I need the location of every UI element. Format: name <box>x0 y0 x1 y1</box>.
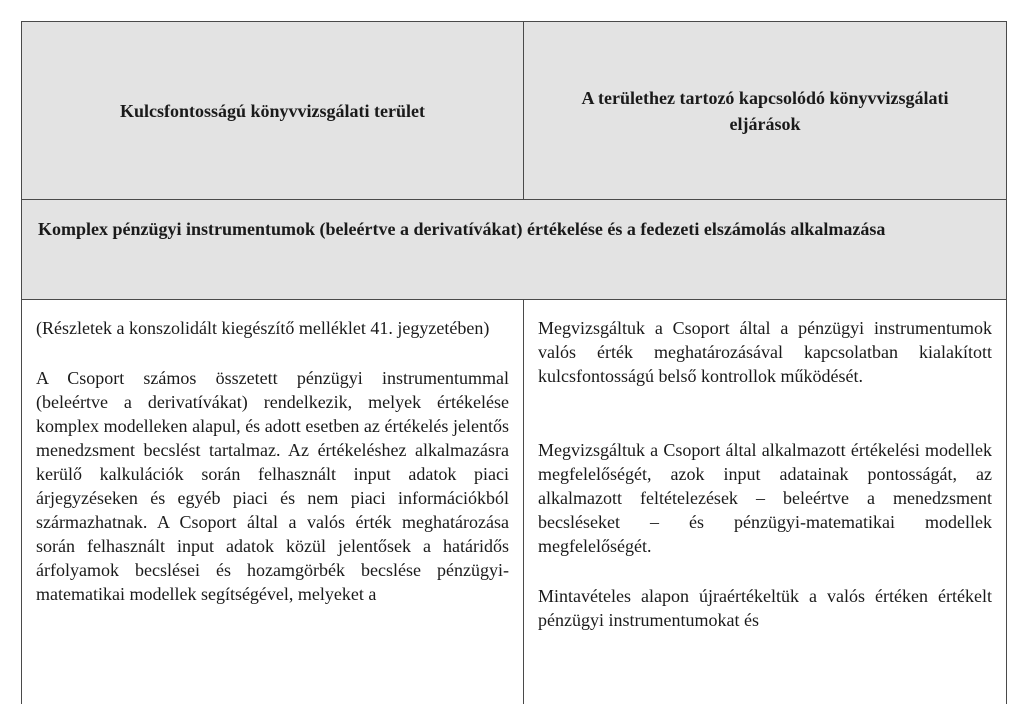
audit-area-description: A Csoport számos összetett pénzügyi instrumentummal (beleértve a derivatívákat) rendelkezik, melyek értékelése komplex modelleken alapul, és adott esetben az értékelés jelentős menedzsment becslést tartalmaz. Az értékeléshez alkalmazásra kerülő kalkulációk során felhasznált input adatok piaci árjegyzéseken és egyéb piaci és nem piaci információkból származhatnak. A Csoport által a valós érték meghatározása során felhasznált input adatok közül jelentősek a határidős árfolyamok becslései és hozamgörbék becslése pénzügyi-matematikai modellek segítségével, melyeket a <box>36 368 509 604</box>
section-title-row <box>22 200 1006 300</box>
key-audit-matters-table <box>21 21 1007 704</box>
table-header-row <box>22 22 1006 200</box>
header-related-procedures <box>524 22 1006 199</box>
note-reference: (Részletek a konszolidált kiegészítő melléklet 41. jegyzetében) <box>36 318 490 338</box>
section-title: Komplex pénzügyi instrumentumok (beleértve a derivatívákat) értékelése és a fedezeti elszámolás alkalmazása <box>38 219 886 239</box>
procedure-revaluation: Mintavételes alapon újraértékeltük a valós értéken értékelt pénzügyi instrumentumokat és <box>538 586 992 630</box>
header-key-audit-area <box>22 22 524 199</box>
header-key-audit-area-text: Kulcsfontosságú könyvvizsgálati terület <box>119 100 425 121</box>
right-column-cell <box>524 300 1006 704</box>
procedure-model-review: Megvizsgáltuk a Csoport által alkalmazott értékelési modellek megfelelőségét, azok input adatainak pontosságát, az alkalmazott feltételezések – beleértve a menedzsment becsléseket – és pénzügyi-matematikai modellek megfelelőségét. <box>538 440 992 556</box>
procedure-controls-test: Megvizsgáltuk a Csoport által a pénzügyi instrumentumok valós érték meghatározásával kapcsolatban kialakított kulcsfontosságú belső kontrollok működését. <box>538 318 992 386</box>
left-column-cell <box>22 300 524 704</box>
header-related-procedures-text: A területhez tartozó kapcsolódó könyvvizsgálati eljárások <box>581 87 949 134</box>
